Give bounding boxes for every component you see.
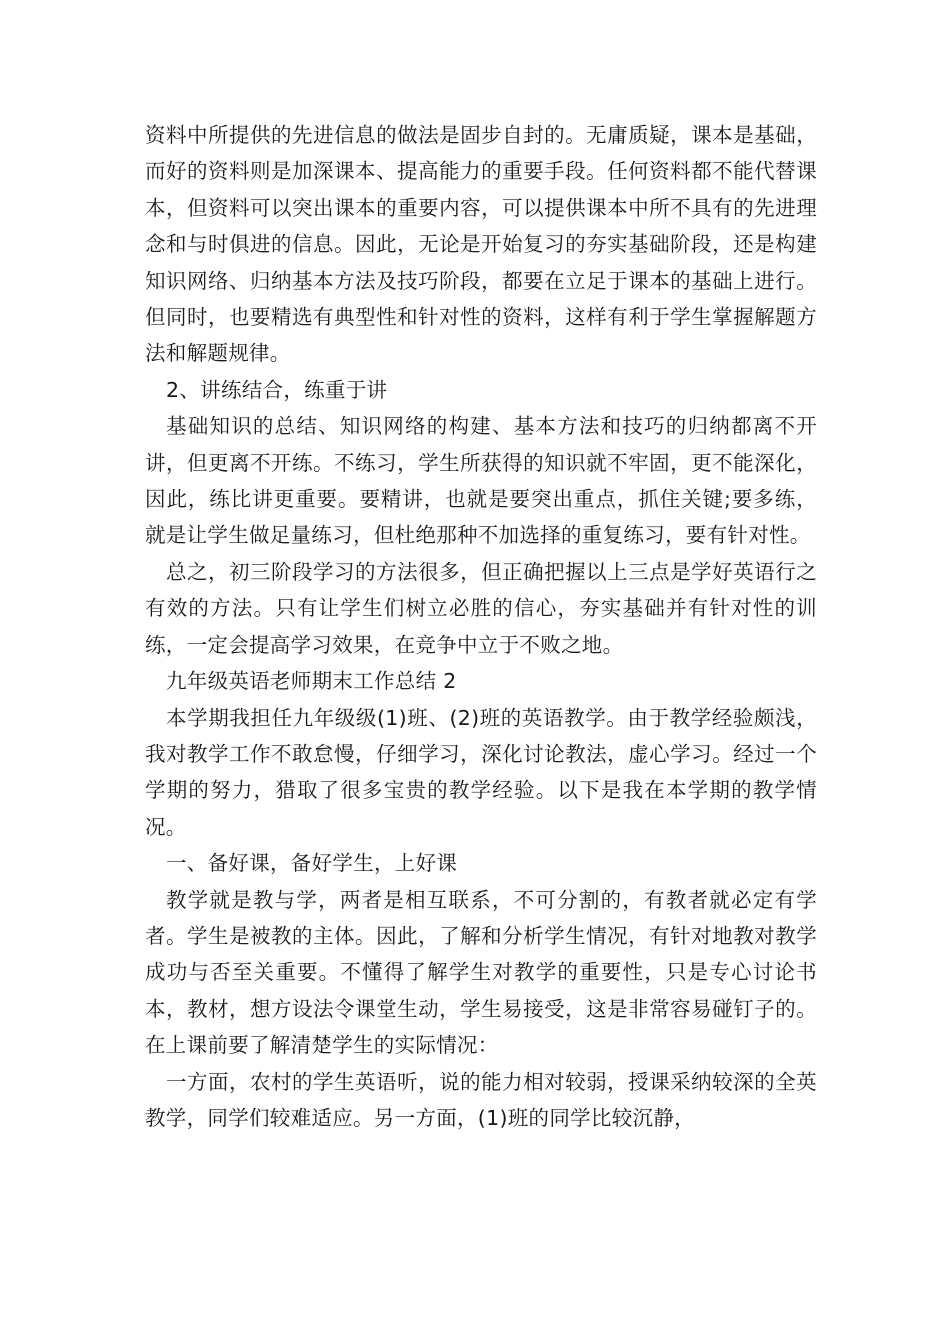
heading-lecture-practice: 2、讲练结合，练重于讲 <box>166 377 388 402</box>
paragraph-lecture-practice: 基础知识的总结、知识网络的构建、基本方法和技巧的归纳都离不开讲，但更离不开练。不练习，学生所获得的知识就不牢固，更不能深化，因此，练比讲更重要。要精讲，也就是要突出重点，抓住关键;要多练，就是让学生做足量练习，但杜绝那种不加选择的重复练习，要有针对性。 <box>145 414 817 548</box>
section-title-summary-2: 九年级英语老师期末工作总结 2 <box>166 669 457 694</box>
paragraph-conclusion: 总之，初三阶段学习的方法很多，但正确把握以上三点是学好英语行之有效的方法。只有让学生们树立必胜的信心，夯实基础并有针对性的训练，一定会提高学习效果，在竞争中立于不败之地。 <box>145 559 817 657</box>
heading-prepare-lessons: 一、备好课，备好学生，上好课 <box>166 851 458 876</box>
paragraph-materials: 资料中所提供的先进信息的做法是固步自封的。无庸质疑，课本是基础，而好的资料则是加深课本、提高能力的重要手段。任何资料都不能代替课本，但资料可以突出课本的重要内容，可以提供课本中所不具有的先进理念和与时俱进的信息。因此，无论是开始复习的夯实基础阶段，还是构建知识网络、归纳基本方法及技巧阶段，都要在立足于课本的基础上进行。但同时，也要精选有典型性和针对性的资料，这样有利于学生掌握解题方法和解题规律。 <box>145 123 817 366</box>
paragraph-rural-students: 一方面，农村的学生英语听，说的能力相对较弱，授课采纳较深的全英教学，同学们较难适应。另一方面，(1)班的同学比较沉静， <box>145 1069 817 1130</box>
paragraph-semester-intro: 本学期我担任九年级级(1)班、(2)班的英语教学。由于教学经验颇浅，我对教学工作不敢怠慢，仔细学习，深化讨论教法，虚心学习。经过一个学期的努力，猎取了很多宝贵的教学经验。以下是我在本学期的教学情况。 <box>145 705 817 839</box>
paragraph-teaching-learning: 教学就是教与学，两者是相互联系，不可分割的，有教者就必定有学者。学生是被教的主体。因此，了解和分析学生情况，有针对地教对教学成功与否至关重要。不懂得了解学生对教学的重要性，只是专心讨论书本，教材，想方设法令课堂生动，学生易接受，这是非常容易碰钉子的。在上课前要了解清楚学生的实际情况： <box>145 887 817 1058</box>
document-body <box>145 117 817 1136</box>
